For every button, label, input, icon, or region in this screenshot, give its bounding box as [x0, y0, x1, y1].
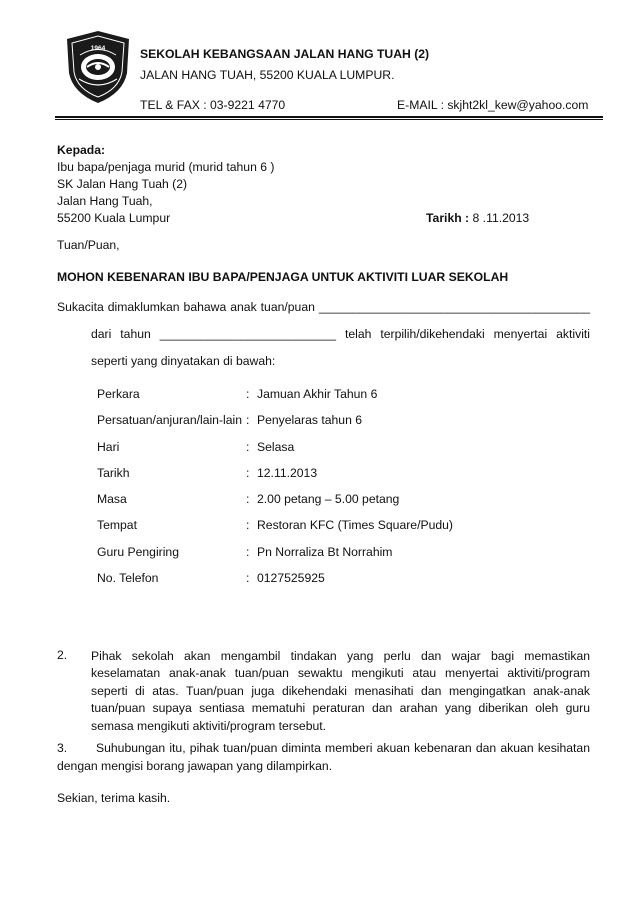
school-name: SEKOLAH KEBANGSAAN JALAN HANG TUAH (2)	[140, 47, 430, 61]
detail-value: Penyelaras tahun 6	[257, 413, 363, 427]
paragraph-3-line-2: dengan mengisi borang jawapan yang dilampirkan.	[57, 759, 333, 773]
letter-subject: MOHON KEBENARAN IBU BAPA/PENJAGA UNTUK AKTIVITI LUAR SEKOLAH	[57, 270, 509, 284]
detail-value: Restoran KFC (Times Square/Pudu)	[257, 518, 453, 532]
detail-label: No. Telefon	[97, 571, 159, 585]
salutation: Tuan/Puan,	[57, 238, 120, 252]
detail-colon: :	[246, 440, 250, 454]
detail-value: Jamuan Akhir Tahun 6	[257, 387, 378, 401]
paragraph-3-line-1: Suhubungan itu, pihak tuan/puan diminta memberi akuan kebenaran dan akuan kesihatan	[96, 741, 590, 755]
header-divider	[55, 116, 603, 120]
school-logo	[63, 29, 133, 105]
detail-label: Masa	[97, 492, 127, 506]
detail-value: 2.00 petang – 5.00 petang	[257, 492, 400, 506]
detail-label: Tarikh	[97, 466, 130, 480]
recipient-line: 55200 Kuala Lumpur	[57, 211, 171, 225]
school-email: E-MAIL : skjht2kl_kew@yahoo.com	[397, 98, 589, 112]
date-value: 8 .11.2013	[472, 211, 530, 225]
detail-colon: :	[246, 387, 250, 401]
detail-colon: :	[246, 492, 250, 506]
detail-value: 12.11.2013	[257, 466, 318, 480]
paragraph-2-text: Pihak sekolah akan mengambil tindakan yang perlu dan wajar bagi memastikan keselamatan anak-anak tuan/puan sewaktu mengikuti atau menyertai aktiviti/program seperti di atas. Tuan/puan juga dikehendaki menasihati dan mengingatkan anak-anak tuan/puan supaya sentiasa mematuhi peraturan dan arahan yang diberikan oleh guru semasa mengikuti aktiviti/program tersebut.	[91, 649, 590, 733]
detail-label: Guru Pengiring	[97, 545, 179, 559]
school-address: JALAN HANG TUAH, 55200 KUALA LUMPUR.	[140, 68, 395, 82]
detail-colon: :	[246, 518, 250, 532]
logo-year: 1964	[90, 45, 106, 52]
intro-line-2: dari tahun __________________________ telah terpilih/dikehendaki menyertai aktiviti	[91, 327, 590, 341]
detail-colon: :	[246, 571, 250, 585]
detail-value: Selasa	[257, 440, 295, 454]
detail-label: Tempat	[97, 518, 137, 532]
detail-colon: :	[246, 545, 250, 559]
detail-label: Persatuan/anjuran/lain-lain	[97, 413, 242, 427]
date-line	[426, 211, 529, 225]
detail-value: 0127525925	[257, 571, 325, 585]
date-label: Tarikh :	[426, 211, 470, 225]
recipient-line: Ibu bapa/penjaga murid (murid tahun 6 )	[57, 160, 275, 174]
detail-colon: :	[246, 466, 250, 480]
detail-label: Hari	[97, 440, 120, 454]
intro-line-3: seperti yang dinyatakan di bawah:	[91, 354, 276, 368]
intro-line-1: Sukacita dimaklumkan bahawa anak tuan/puan ________________________________________	[57, 300, 590, 314]
detail-value: Pn Norraliza Bt Norrahim	[257, 545, 393, 559]
closing: Sekian, terima kasih.	[57, 791, 171, 805]
detail-label: Perkara	[97, 387, 140, 401]
detail-colon: :	[246, 413, 250, 427]
paragraph-2-number: 2.	[57, 648, 68, 662]
recipient-line: Jalan Hang Tuah,	[57, 194, 153, 208]
recipient-line: SK Jalan Hang Tuah (2)	[57, 177, 188, 191]
tel-fax: TEL & FAX : 03-9221 4770	[140, 98, 286, 112]
recipient-heading: Kepada:	[57, 143, 106, 157]
paragraph-3-number: 3.	[57, 741, 68, 755]
